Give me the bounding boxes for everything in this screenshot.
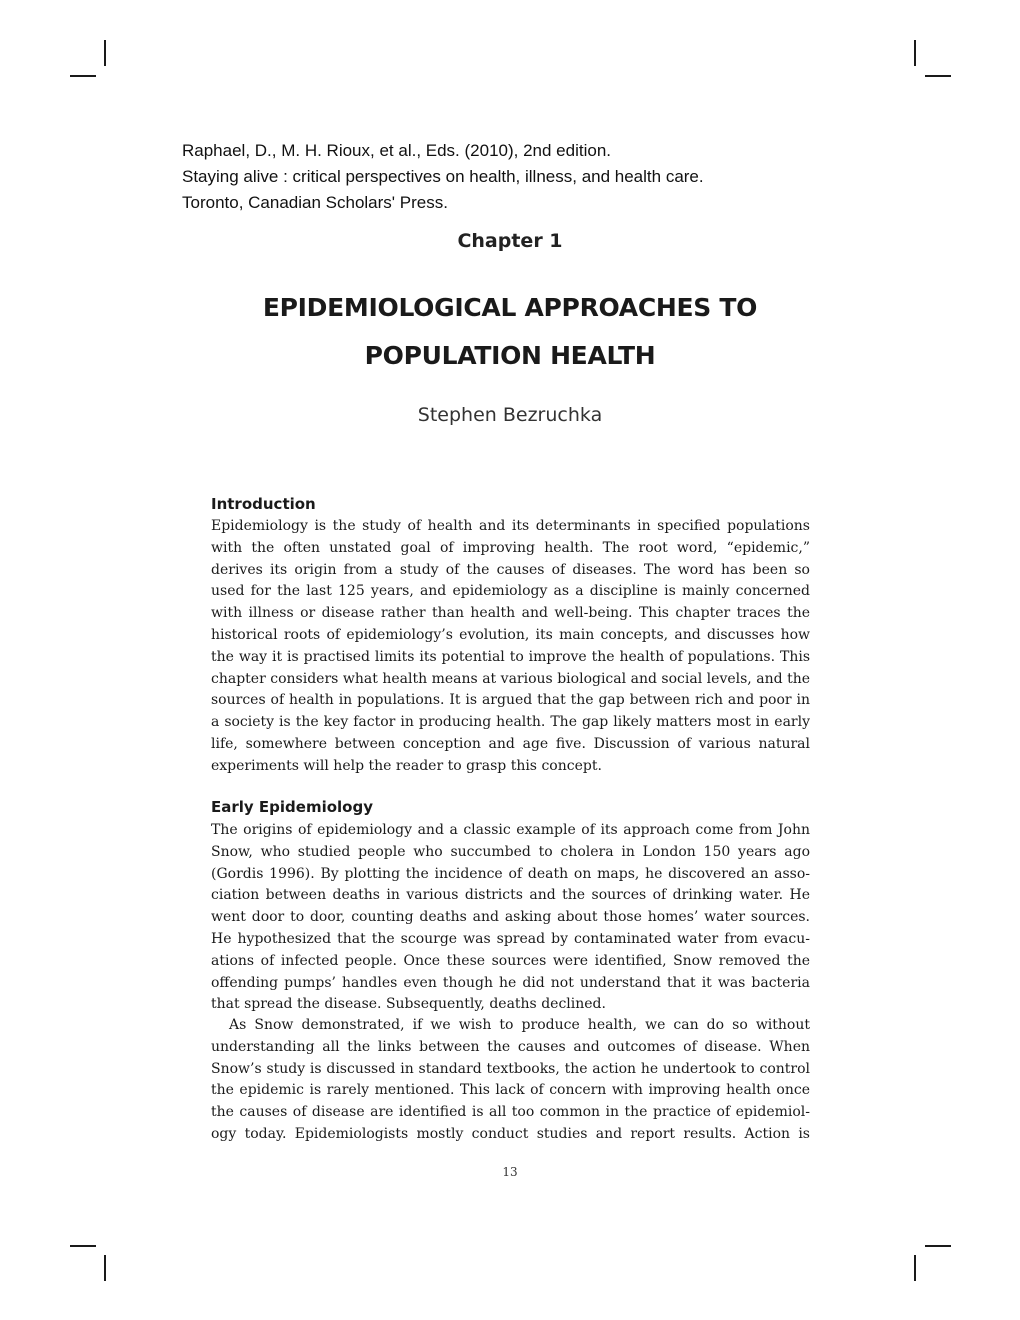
text-line: Snow’s study is discussed in standard textbooks, the action he undertook to control <box>211 1060 810 1077</box>
text-line: historical roots of epidemiology’s evolution, its main concepts, and discusses how <box>211 626 810 643</box>
text-line: with the often unstated goal of improving health. The root word, “epidemic,” <box>211 539 810 556</box>
text-line: (Gordis 1996). By plotting the incidence of death on maps, he discovered an asso- <box>211 865 810 882</box>
text-line: ciation between deaths in various districts and the sources of drinking water. He <box>211 887 810 904</box>
text-line: ations of infected people. Once these sources were identified, Snow removed the <box>211 952 810 969</box>
citation-line: Staying alive : critical perspectives on health, illness, and health care. <box>182 167 704 186</box>
crop-mark <box>925 1245 951 1247</box>
text-line: the epidemic is rarely mentioned. This lack of concern with improving health once <box>211 1082 810 1099</box>
text-line: understanding all the links between the causes and outcomes of disease. When <box>211 1038 810 1055</box>
chapter-title-line: EPIDEMIOLOGICAL APPROACHES TO <box>262 293 758 322</box>
chapter-author: Stephen Bezruchka <box>417 404 603 426</box>
text-line: sources of health in populations. It is argued that the gap between rich and poor in <box>211 692 810 709</box>
text-line: Snow, who studied people who succumbed to cholera in London 150 years ago <box>211 843 810 860</box>
citation-line: Raphael, D., M. H. Rioux, et al., Eds. (2010), 2nd edition. <box>182 141 611 160</box>
text-line: with illness or disease rather than health and well-being. This chapter traces the <box>211 605 810 622</box>
text-line: the way it is practised limits its potential to improve the health of populations. This <box>211 648 810 665</box>
text-line: offending pumps’ handles even though he did not understand that it was bacteria <box>211 974 810 991</box>
text-line: went door to door, counting deaths and asking about those homes’ water sources. <box>211 909 810 926</box>
section-heading-introduction: Introduction <box>211 495 316 513</box>
text-line: that spread the disease. Subsequently, deaths declined. <box>211 996 606 1013</box>
text-line: He hypothesized that the scourge was spread by contaminated water from evacu- <box>211 930 810 947</box>
text-line: derives its origin from a study of the causes of diseases. The word has been so <box>211 561 810 578</box>
text-line: used for the last 125 years, and epidemiology as a discipline is mainly concerned <box>211 583 810 600</box>
citation-block <box>182 138 704 216</box>
crop-mark <box>914 1255 916 1281</box>
text-line: a society is the key factor in producing health. The gap likely matters most in early <box>211 714 810 731</box>
crop-mark <box>104 40 106 66</box>
text-line: experiments will help the reader to grasp this concept. <box>211 757 602 774</box>
early-epidemiology-paragraph-1 <box>211 820 810 1016</box>
text-line: As Snow demonstrated, if we wish to produce health, we can do so without <box>229 1017 810 1033</box>
crop-mark <box>104 1255 106 1281</box>
crop-mark <box>925 75 951 77</box>
text-line: ogy today. Epidemiologists mostly conduct studies and report results. Action is <box>211 1125 810 1142</box>
page-number: 13 <box>502 1165 518 1179</box>
chapter-title-line: POPULATION HEALTH <box>364 341 656 370</box>
introduction-paragraph <box>211 516 810 778</box>
crop-mark <box>914 40 916 66</box>
section-heading-early-epidemiology: Early Epidemiology <box>211 798 373 816</box>
citation-line: Toronto, Canadian Scholars' Press. <box>182 193 448 212</box>
chapter-title <box>0 284 1020 380</box>
text-line: The origins of epidemiology and a classic example of its approach come from John <box>211 822 810 838</box>
text-line: the causes of disease are identified is all too common in the practice of epidemiol- <box>211 1104 810 1121</box>
text-line: Epidemiology is the study of health and its determinants in specified populations <box>211 518 810 534</box>
chapter-label: Chapter 1 <box>457 230 563 252</box>
crop-mark <box>70 75 96 77</box>
early-epidemiology-paragraph-2 <box>211 1015 810 1146</box>
text-line: chapter considers what health means at various biological and social levels, and the <box>211 670 810 687</box>
crop-mark <box>70 1245 96 1247</box>
text-line: life, somewhere between conception and age five. Discussion of various natural <box>211 735 810 752</box>
